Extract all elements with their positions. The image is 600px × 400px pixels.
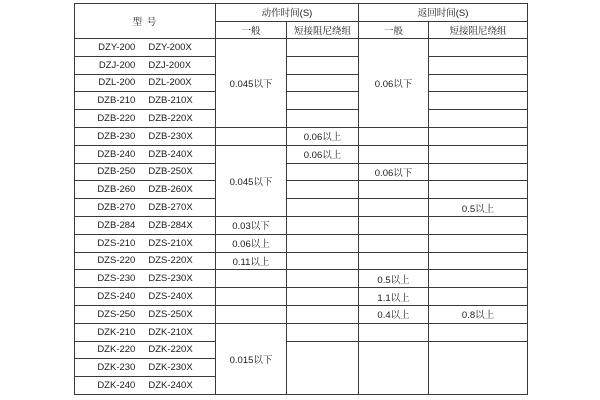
model-name-b: DZB-210X bbox=[148, 95, 193, 107]
value-cell-return-damped bbox=[429, 216, 528, 234]
model-name-b: DZJ-200X bbox=[148, 59, 192, 71]
value-cell-action-damped bbox=[287, 181, 359, 199]
value-cell-return-damped bbox=[429, 92, 528, 110]
value-cell-return-damped: 0.8以上 bbox=[429, 305, 528, 323]
model-name-b: DZB-270X bbox=[148, 202, 193, 214]
value-cell-action-damped: 0.06以上 bbox=[287, 145, 359, 163]
model-name-a: DZJ-200 bbox=[98, 59, 136, 71]
value-cell-return-damped bbox=[429, 163, 528, 181]
table-row bbox=[75, 305, 528, 323]
model-cell bbox=[75, 252, 216, 270]
table-row bbox=[75, 39, 528, 57]
value-cell-return-damped: 0.5以上 bbox=[429, 199, 528, 217]
model-name-b: DZS-250X bbox=[148, 308, 193, 320]
model-name-a: DZK-210 bbox=[97, 326, 136, 338]
value-cell-return-damped bbox=[429, 341, 528, 394]
model-name-b: DZS-210X bbox=[148, 237, 193, 249]
model-cell bbox=[75, 39, 216, 57]
model-name-a: DZS-220 bbox=[97, 255, 136, 267]
value-cell-action-general bbox=[216, 127, 287, 145]
model-name-b: DZB-230X bbox=[148, 130, 193, 142]
value-cell-return-general bbox=[359, 181, 429, 199]
value-cell-return-general bbox=[359, 252, 429, 270]
value-cell-return-damped bbox=[429, 270, 528, 288]
model-cell bbox=[75, 288, 216, 306]
value-cell-action-general: 0.06以上 bbox=[216, 234, 287, 252]
value-cell-action-damped: 0.06以上 bbox=[287, 127, 359, 145]
value-cell-return-general bbox=[359, 199, 429, 217]
value-cell-return-general bbox=[359, 145, 429, 163]
value-cell-action-damped bbox=[287, 252, 359, 270]
model-name-a: DZB-284 bbox=[97, 219, 136, 231]
value-cell-return-general bbox=[359, 234, 429, 252]
model-name-b: DZB-240X bbox=[148, 148, 193, 160]
table-row bbox=[75, 74, 528, 92]
value-cell-action-damped bbox=[287, 92, 359, 110]
model-name-a: DZS-230 bbox=[97, 273, 136, 285]
model-name-b: DZK-230X bbox=[148, 362, 193, 374]
value-cell-action-damped bbox=[287, 56, 359, 74]
model-cell bbox=[75, 199, 216, 217]
value-cell-return-general bbox=[359, 323, 429, 341]
table-row bbox=[75, 323, 528, 341]
value-cell-return-damped bbox=[429, 288, 528, 306]
model-name-a: DZB-250 bbox=[97, 166, 136, 178]
model-cell bbox=[75, 163, 216, 181]
value-cell-action-general: 0.03以下 bbox=[216, 216, 287, 234]
value-cell-action-damped bbox=[287, 74, 359, 92]
model-name-b: DZB-250X bbox=[148, 166, 193, 178]
value-cell-return-damped bbox=[429, 252, 528, 270]
model-cell bbox=[75, 92, 216, 110]
value-cell-return-general: 0.5以上 bbox=[359, 270, 429, 288]
table-row bbox=[75, 56, 528, 74]
table-row bbox=[75, 92, 528, 110]
table-row bbox=[75, 341, 528, 359]
value-cell-return-general bbox=[359, 216, 429, 234]
return-time-header: 返回时间(S) bbox=[359, 4, 528, 22]
value-cell-return-general bbox=[359, 127, 429, 145]
model-name-a: DZB-230 bbox=[97, 130, 136, 142]
value-cell-action-general: 0.045以下 bbox=[216, 145, 287, 216]
value-cell-return-damped bbox=[429, 234, 528, 252]
table-row bbox=[75, 216, 528, 234]
model-name-b: DZS-220X bbox=[148, 255, 193, 267]
table-row bbox=[75, 163, 528, 181]
value-cell-action-damped bbox=[287, 341, 359, 394]
value-cell-action-damped bbox=[287, 39, 359, 57]
value-cell-return-damped bbox=[429, 74, 528, 92]
table-row bbox=[75, 127, 528, 145]
model-name-a: DZB-240 bbox=[97, 148, 136, 160]
model-name-a: DZS-210 bbox=[97, 237, 136, 249]
model-cell bbox=[75, 56, 216, 74]
model-cell bbox=[75, 341, 216, 359]
model-name-a: DZB-210 bbox=[97, 95, 136, 107]
model-name-a: DZK-220 bbox=[97, 344, 136, 356]
return-general-subheader: 一般 bbox=[359, 21, 429, 39]
model-name-a: DZB-220 bbox=[97, 113, 136, 125]
table-row bbox=[75, 110, 528, 128]
value-cell-action-damped bbox=[287, 163, 359, 181]
table-header bbox=[75, 4, 528, 39]
model-cell bbox=[75, 305, 216, 323]
model-header-cell: 型 号 bbox=[75, 4, 216, 39]
model-name-a: DZK-230 bbox=[97, 362, 136, 374]
model-name-a: DZB-270 bbox=[97, 202, 136, 214]
model-name-b: DZK-240X bbox=[148, 380, 193, 392]
table-row bbox=[75, 270, 528, 288]
model-name-a: DZL-200 bbox=[98, 77, 136, 89]
value-cell-return-damped bbox=[429, 39, 528, 57]
model-cell bbox=[75, 234, 216, 252]
model-name-a: DZK-240 bbox=[97, 380, 136, 392]
value-cell-action-damped bbox=[287, 270, 359, 288]
value-cell-return-general: 0.06以下 bbox=[359, 39, 429, 128]
model-name-b: DZY-200X bbox=[148, 41, 192, 53]
model-name-b: DZB-260X bbox=[148, 184, 193, 196]
model-name-a: DZS-250 bbox=[97, 308, 136, 320]
action-general-subheader: 一般 bbox=[216, 21, 287, 39]
model-name-b: DZS-240X bbox=[148, 291, 193, 303]
model-name-a: DZB-260 bbox=[97, 184, 136, 196]
model-name-b: DZL-200X bbox=[148, 77, 192, 89]
model-cell bbox=[75, 127, 216, 145]
action-damped-subheader: 短接阻尼绕组 bbox=[287, 21, 359, 39]
value-cell-action-damped bbox=[287, 199, 359, 217]
value-cell-return-general: 0.06以下 bbox=[359, 163, 429, 181]
value-cell-action-damped bbox=[287, 234, 359, 252]
model-name-b: DZS-230X bbox=[148, 273, 193, 285]
value-cell-action-general: 0.045以下 bbox=[216, 39, 287, 128]
model-cell bbox=[75, 145, 216, 163]
table-row bbox=[75, 199, 528, 217]
model-cell bbox=[75, 270, 216, 288]
model-name-a: DZS-240 bbox=[97, 291, 136, 303]
spec-table-body bbox=[75, 39, 528, 395]
value-cell-return-damped bbox=[429, 323, 528, 341]
value-cell-return-damped bbox=[429, 127, 528, 145]
table-row bbox=[75, 234, 528, 252]
table-row bbox=[75, 181, 528, 199]
model-cell bbox=[75, 377, 216, 395]
table-row bbox=[75, 252, 528, 270]
value-cell-action-general: 0.11以上 bbox=[216, 252, 287, 270]
model-name-b: DZB-284X bbox=[148, 219, 193, 231]
table-row bbox=[75, 145, 528, 163]
return-damped-subheader: 短接阻尼绕组 bbox=[429, 21, 528, 39]
model-name-b: DZK-220X bbox=[148, 344, 193, 356]
value-cell-action-general: 0.015以下 bbox=[216, 323, 287, 394]
value-cell-action-damped bbox=[287, 323, 359, 341]
model-cell bbox=[75, 359, 216, 377]
value-cell-action-damped bbox=[287, 305, 359, 323]
model-cell bbox=[75, 323, 216, 341]
model-cell bbox=[75, 110, 216, 128]
spec-table bbox=[74, 3, 528, 395]
value-cell-return-damped bbox=[429, 145, 528, 163]
value-cell-return-damped bbox=[429, 181, 528, 199]
value-cell-action-general bbox=[216, 288, 287, 306]
value-cell-return-damped bbox=[429, 110, 528, 128]
model-name-a: DZY-200 bbox=[98, 41, 136, 53]
value-cell-return-general bbox=[359, 341, 429, 394]
value-cell-return-general: 0.4以上 bbox=[359, 305, 429, 323]
model-name-b: DZB-220X bbox=[148, 113, 193, 125]
table-row bbox=[75, 288, 528, 306]
value-cell-action-damped bbox=[287, 110, 359, 128]
value-cell-action-damped bbox=[287, 216, 359, 234]
model-cell bbox=[75, 74, 216, 92]
value-cell-return-damped bbox=[429, 56, 528, 74]
model-name-b: DZK-210X bbox=[148, 326, 193, 338]
value-cell-action-general bbox=[216, 270, 287, 288]
action-time-header: 动作时间(S) bbox=[216, 4, 359, 22]
model-cell bbox=[75, 181, 216, 199]
header-row-groups bbox=[75, 4, 528, 22]
model-cell bbox=[75, 216, 216, 234]
value-cell-action-general bbox=[216, 305, 287, 323]
value-cell-return-general: 1.1以上 bbox=[359, 288, 429, 306]
value-cell-action-damped bbox=[287, 288, 359, 306]
